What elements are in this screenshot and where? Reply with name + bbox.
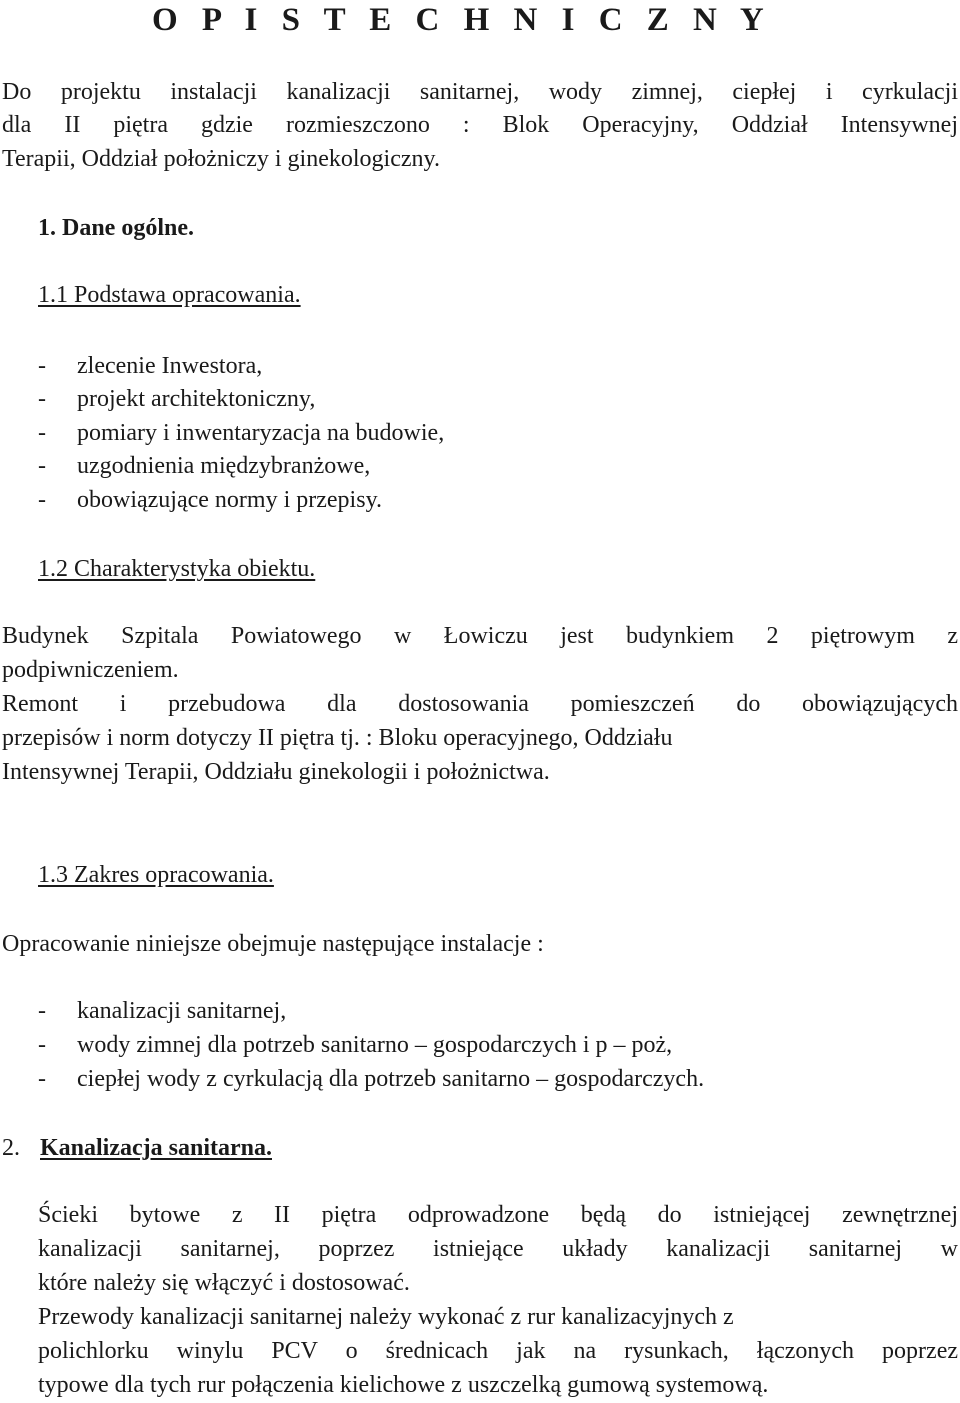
list-item: obowiązujące normy i przepisy.: [77, 487, 383, 513]
paragraph-1-line-3: które należy się włączyć i dostosować.: [38, 1270, 410, 1296]
list-item: uzgodnienia międzybranżowe,: [77, 453, 371, 479]
subsection-1-1-heading: 1.1 Podstawa opracowania.: [38, 282, 301, 308]
paragraph-1-line-1: Ścieki bytowe z II piętra odprowadzone będą do istniejącej zewnętrznej: [38, 1202, 958, 1228]
section-1-heading: 1. Dane ogólne.: [38, 215, 194, 241]
list-bullet: -: [38, 1032, 46, 1058]
intro-line-1: Do projektu instalacji kanalizacji sanitarnej, wody zimnej, ciepłej i cyrkulacji: [2, 79, 958, 105]
description-line-4: przepisów i norm dotyczy II piętra tj. : Bloku operacyjnego, Oddziału: [2, 725, 673, 751]
list-bullet: -: [38, 487, 46, 513]
list-bullet: -: [38, 1066, 46, 1092]
intro-line-2: dla II piętra gdzie rozmieszczono : Blok Operacyjny, Oddział Intensywnej: [2, 112, 958, 138]
list-item: projekt architektoniczny,: [77, 386, 316, 412]
description-line-3: Remont i przebudowa dla dostosowania pomieszczeń do obowiązujących: [2, 691, 958, 717]
intro-line-3: Terapii, Oddział położniczy i ginekologiczny.: [2, 146, 440, 172]
scope-intro: Opracowanie niniejsze obejmuje następujące instalacje :: [2, 931, 544, 957]
subsection-1-2-heading: 1.2 Charakterystyka obiektu.: [38, 556, 316, 582]
paragraph-2-line-1: Przewody kanalizacji sanitarnej należy wykonać z rur kanalizacyjnych z: [38, 1304, 734, 1330]
list-item: wody zimnej dla potrzeb sanitarno – gospodarczych i p – poż,: [77, 1032, 673, 1058]
paragraph-2-line-3: typowe dla tych rur połączenia kielichowe z uszczelką gumową systemową.: [38, 1372, 769, 1398]
section-2-number: 2.: [2, 1135, 20, 1161]
subsection-1-3-heading: 1.3 Zakres opracowania.: [38, 862, 274, 888]
paragraph-1-line-2: kanalizacji sanitarnej, poprzez istniejące układy kanalizacji sanitarnej w: [38, 1236, 958, 1262]
list-item: zlecenie Inwestora,: [77, 353, 263, 379]
list-bullet: -: [38, 998, 46, 1024]
section-2-heading: Kanalizacja sanitarna.: [40, 1135, 272, 1161]
description-line-2: podpiwniczeniem.: [2, 657, 179, 683]
paragraph-2-line-2: polichlorku winylu PCV o średnicach jak na rysunkach, łączonych poprzez: [38, 1338, 958, 1364]
list-item: pomiary i inwentaryzacja na budowie,: [77, 420, 445, 446]
document-title: O P I S T E C H N I C Z N Y: [152, 2, 772, 38]
description-line-1: Budynek Szpitala Powiatowego w Łowiczu jest budynkiem 2 piętrowym z: [2, 623, 958, 649]
list-bullet: -: [38, 386, 46, 412]
list-bullet: -: [38, 453, 46, 479]
list-bullet: -: [38, 420, 46, 446]
list-bullet: -: [38, 353, 46, 379]
list-item: kanalizacji sanitarnej,: [77, 998, 287, 1024]
description-line-5: Intensywnej Terapii, Oddziału ginekologii i położnictwa.: [2, 759, 550, 785]
list-item: ciepłej wody z cyrkulacją dla potrzeb sanitarno – gospodarczych.: [77, 1066, 705, 1092]
